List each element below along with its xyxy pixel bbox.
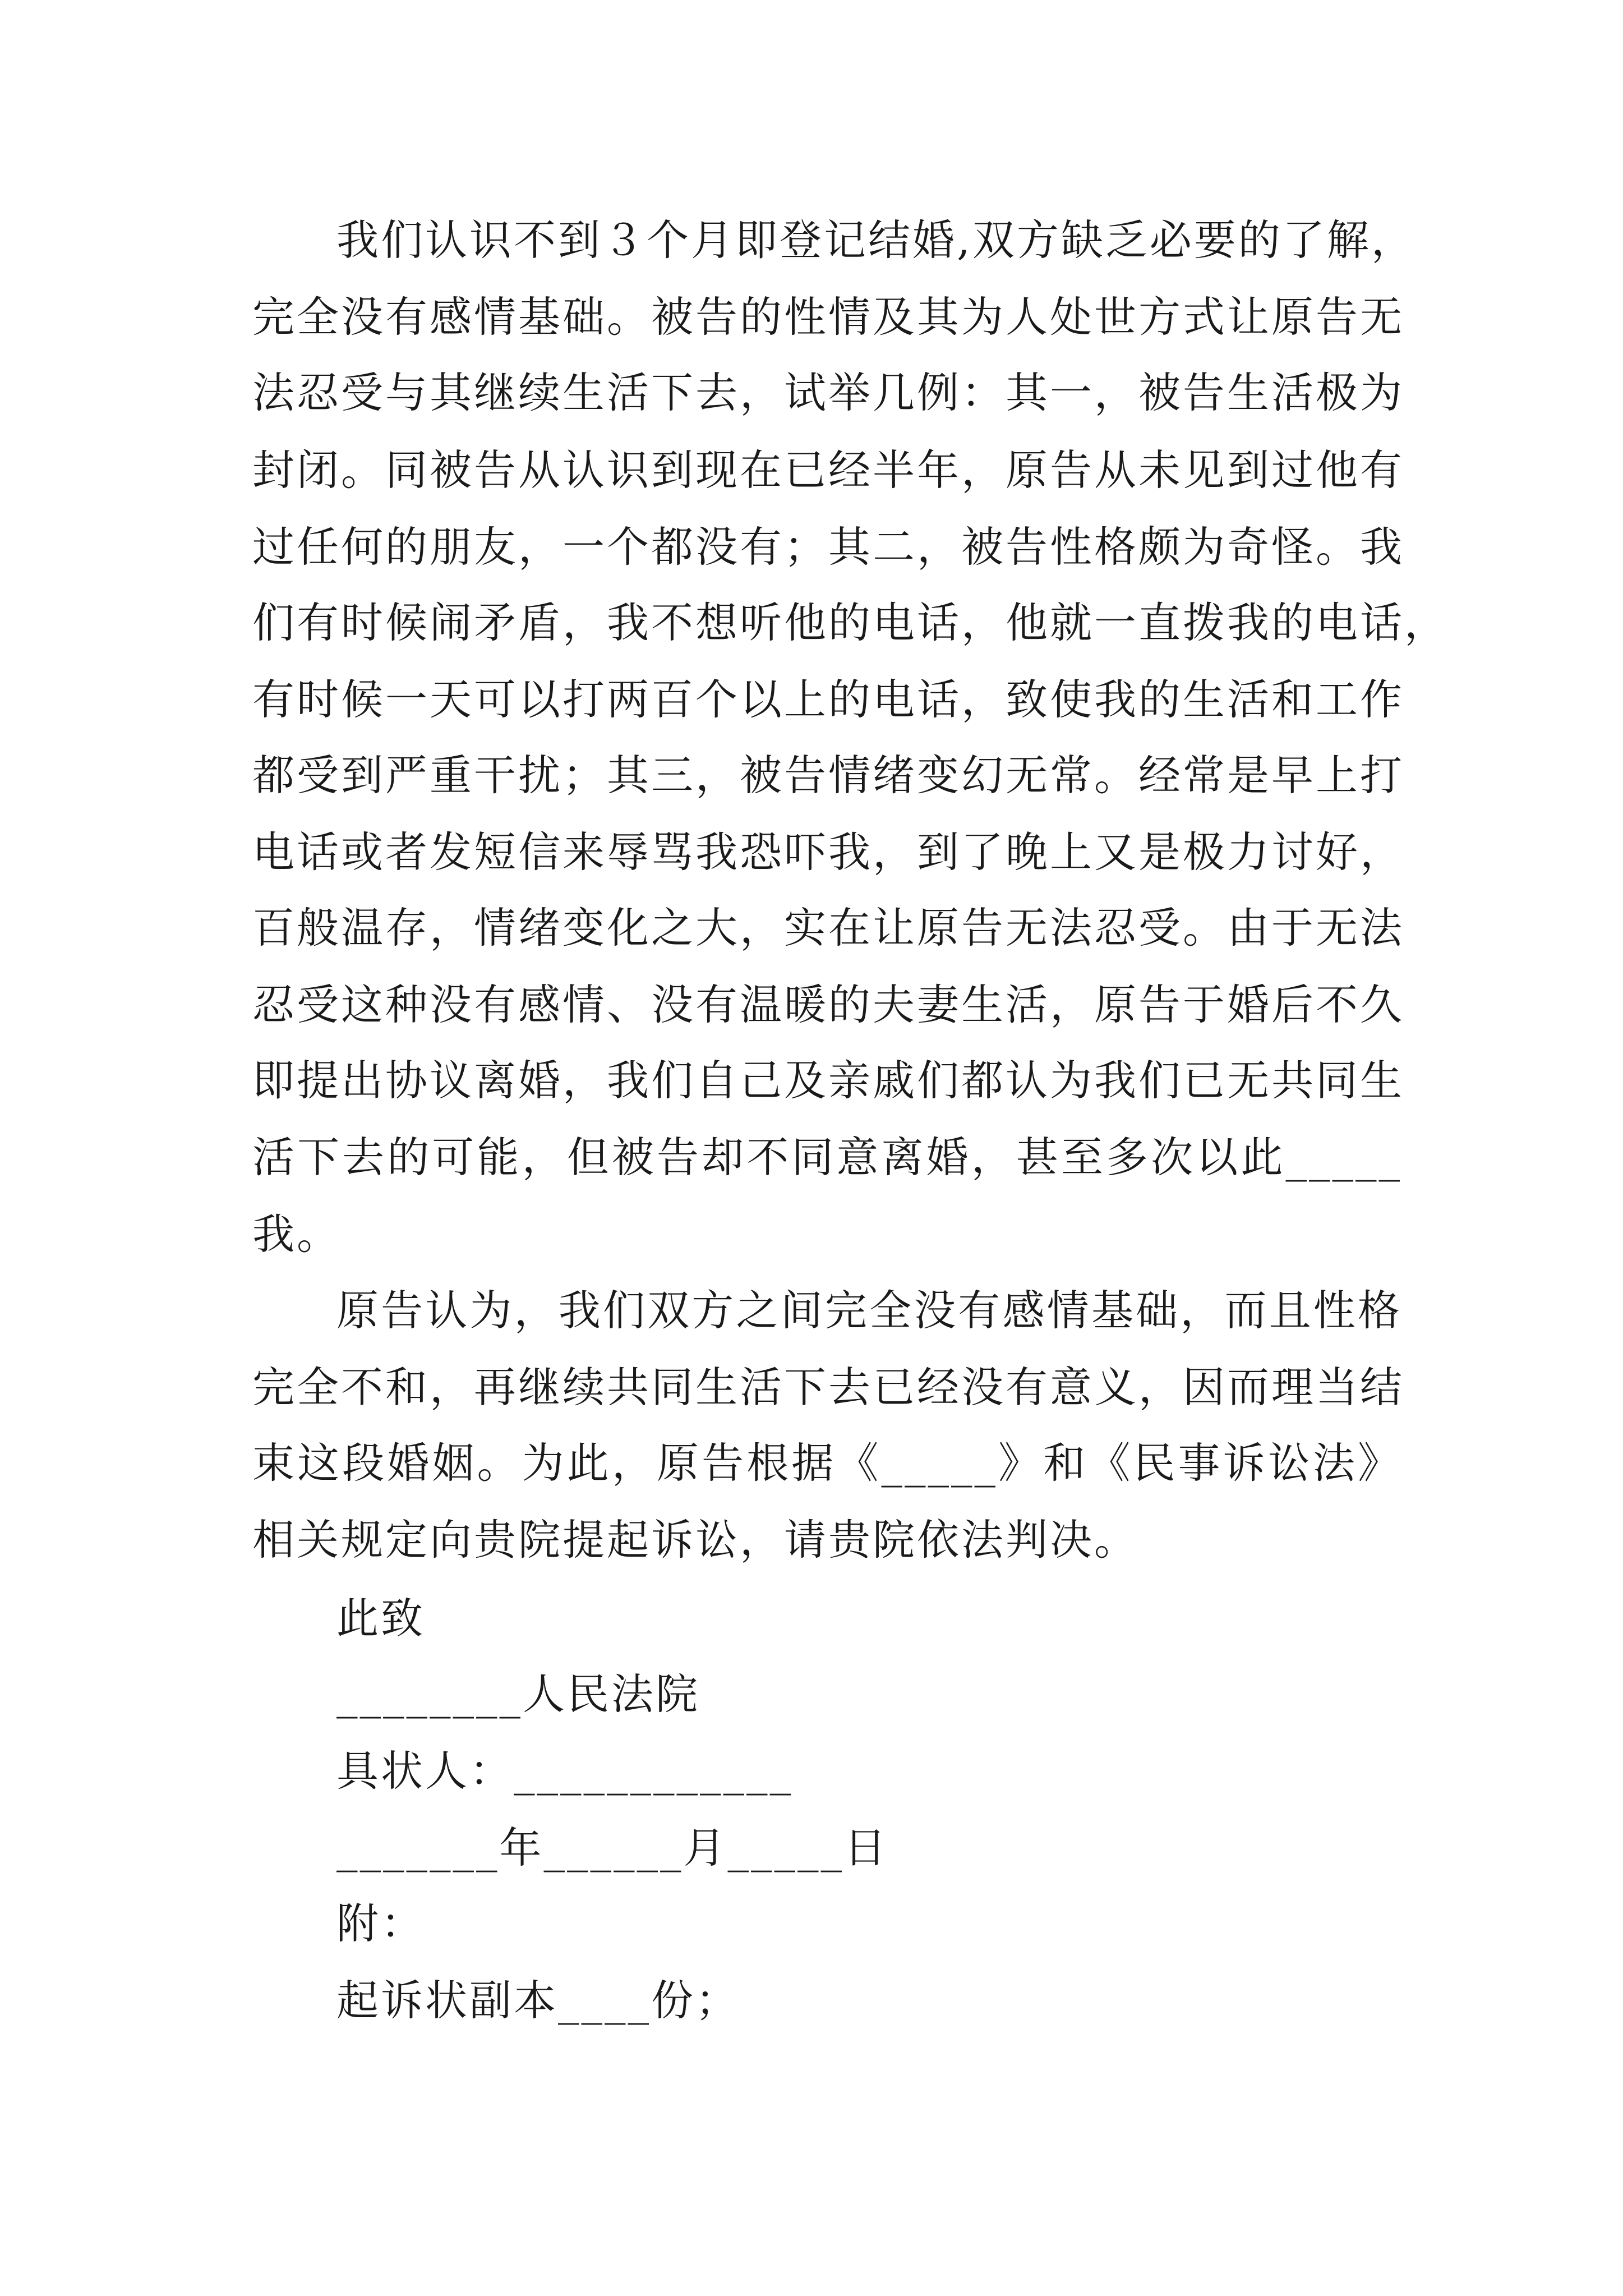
paragraph-1-line-6: 们有时候闹矛盾，我不想听他的电话，他就一直拨我的电话， — [252, 598, 1449, 647]
paragraph-2-line-3: 束这段婚姻。为此，原告根据《_____》和《民事诉讼法》 — [252, 1438, 1402, 1488]
salutation: 此致 — [336, 1594, 426, 1643]
attachment-label: 附： — [336, 1899, 426, 1948]
paragraph-2-line-1: 原告认为，我们双方之间完全没有感情基础，而且性格 — [336, 1286, 1402, 1335]
paragraph-1-line-13: 活下去的可能，但被告却不同意离婚，甚至多次以此_____ — [252, 1133, 1402, 1182]
paragraph-1-line-7: 有时候一天可以打两百个以上的电话，致使我的生活和工作 — [252, 675, 1405, 724]
paragraph-1-line-8: 都受到严重干扰；其三，被告情绪变幻无常。经常是早上打 — [252, 751, 1405, 800]
paragraph-1-line-1: 我们认识不到３个月即登记结婚,双方缺乏必要的了解， — [336, 215, 1415, 265]
signer-line: 具状人：____________ — [336, 1746, 794, 1796]
paragraph-1-line-11: 忍受这种没有感情、没有温暖的夫妻生活，原告于婚后不久 — [252, 980, 1405, 1029]
paragraph-2-line-2: 完全不和，再继续共同生活下去已经没有意义，因而理当结 — [252, 1363, 1405, 1412]
attachment-item: 起诉状副本____份； — [336, 1976, 740, 2025]
court-name: ________人民法院 — [336, 1669, 700, 1719]
paragraph-1-line-14: 我。 — [252, 1209, 342, 1259]
paragraph-1-line-3: 法忍受与其继续生活下去，试举几例：其一，被告生活极为 — [252, 368, 1405, 417]
date-line: _______年______月_____日 — [336, 1823, 889, 1872]
paragraph-1-line-4: 封闭。同被告从认识到现在已经半年，原告从未见到过他有 — [252, 445, 1405, 495]
paragraph-1-line-10: 百般温存，情绪变化之大，实在让原告无法忍受。由于无法 — [252, 903, 1405, 953]
paragraph-1-line-2: 完全没有感情基础。被告的性情及其为人处世方式让原告无 — [252, 292, 1405, 342]
paragraph-1-line-9: 电话或者发短信来辱骂我恐吓我，到了晚上又是极力讨好， — [252, 827, 1405, 877]
paragraph-1-line-12: 即提出协议离婚，我们自己及亲戚们都认为我们已无共同生 — [252, 1056, 1405, 1105]
paragraph-2-line-4: 相关规定向贵院提起诉讼，请贵院依法判决。 — [252, 1515, 1139, 1565]
paragraph-1-line-5: 过任何的朋友，一个都没有；其二，被告性格颇为奇怪。我 — [252, 522, 1405, 572]
